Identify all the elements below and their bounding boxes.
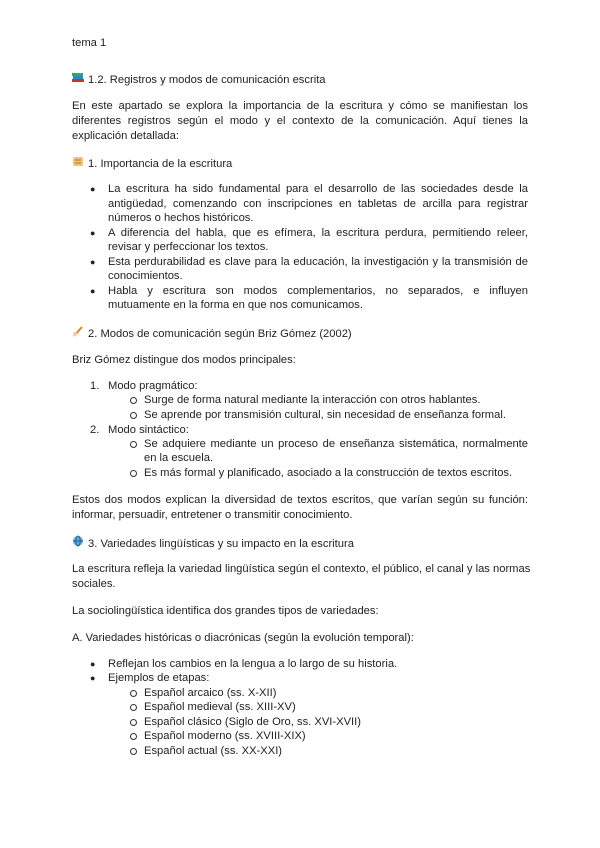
section-2-closing-line: Estos dos modos explican la diversidad de textos escritos, que varían según su función: (72, 494, 528, 506)
section-3-subheading: A. Variedades históricas o diacrónicas (según la evolución temporal): (72, 632, 414, 644)
section-3-title: 3. Variedades lingüísticas y su impacto en la escritura (88, 538, 354, 550)
s1-bullet-4-line: mutuamente en la forma en que nos comunicamos. (108, 299, 363, 311)
section-2-lead: Briz Gómez distingue dos modos principales: (72, 354, 296, 366)
section-3-p1-line: La escritura refleja la variedad lingüística según el contexto, el público, el canal y las normas (72, 563, 531, 575)
sub-item: Se aprende por transmisión cultural, sin necesidad de enseñanza formal. (144, 409, 506, 421)
circle-bullet (130, 690, 137, 697)
circle-bullet (130, 441, 137, 448)
list-number: 2. (90, 424, 100, 436)
document-title-line (72, 72, 326, 87)
stage-item: Español moderno (ss. XVIII-XIX) (144, 730, 306, 742)
s3-bullet: Reflejan los cambios en la lengua a lo largo de su historia. (108, 658, 398, 670)
document-title: 1.2. Registros y modos de comunicación escrita (88, 74, 326, 86)
s1-bullet-2-line: revisar y perfeccionar los textos. (108, 241, 269, 253)
intro-line: diferentes registros según el modo y el contexto de la comunicación. Aquí tienes la (72, 115, 528, 127)
stage-item: Español actual (ss. XX-XXI) (144, 745, 283, 757)
bullet-dot: ● (90, 228, 96, 238)
circle-bullet (130, 397, 137, 404)
stage-item: Español clásico (Siglo de Oro, ss. XVI-XVII) (144, 716, 361, 728)
circle-bullet (130, 733, 137, 740)
section-2-title: 2. Modos de comunicación según Briz Gómez (2002) (88, 328, 352, 340)
page-header: tema 1 (72, 37, 107, 49)
s3-bullet: Ejemplos de etapas: (108, 672, 210, 684)
s1-bullet-1-line: La escritura ha sido fundamental para el desarrollo de las sociedades desde la (108, 183, 528, 195)
stage-item: Español arcaico (ss. X-XII) (144, 687, 277, 699)
sub-item: Se adquiere mediante un proceso de enseñanza sistemática, normalmente (144, 438, 528, 450)
section-3-p1-line: sociales. (72, 578, 116, 590)
mode-sintactico-label: Modo sintáctico: (108, 424, 189, 436)
bullet-dot: ● (90, 659, 96, 669)
sub-item: Es más formal y planificado, asociado a la construcción de textos escritos. (144, 467, 513, 479)
intro-line: En este apartado se explora la importancia de la escritura y cómo se manifiestan los (72, 100, 528, 112)
circle-bullet (130, 748, 137, 755)
section-2-heading (72, 326, 352, 341)
writing-hand-icon (72, 326, 85, 341)
circle-bullet (130, 704, 137, 711)
section-2-closing-line: informar, persuadir, entretener o transmitir conocimiento. (72, 509, 353, 521)
section-1-heading (72, 156, 232, 171)
bullet-dot: ● (90, 673, 96, 683)
intro-line: explicación detallada: (72, 130, 179, 142)
books-icon (72, 72, 85, 87)
mode-pragmatico-label: Modo pragmático: (108, 380, 198, 392)
s1-bullet-1-line: números o hechos históricos. (108, 212, 254, 224)
bullet-dot: ● (90, 257, 96, 267)
circle-bullet (130, 412, 137, 419)
s1-bullet-1-line: antigüedad, comenzando con inscripciones en tabletas de arcilla para registrar (108, 198, 528, 210)
section-1-title: 1. Importancia de la escritura (88, 158, 233, 170)
list-number: 1. (90, 380, 100, 392)
stage-item: Español medieval (ss. XIII-XV) (144, 701, 296, 713)
sub-item: en la escuela. (144, 452, 214, 464)
section-3-heading (72, 535, 354, 551)
s1-bullet-3-line: conocimientos. (108, 270, 183, 282)
s1-bullet-4-line: Habla y escritura son modos complementarios, no separados, e influyen (108, 285, 528, 297)
globe-icon (72, 535, 85, 551)
section-3-p2: La sociolingüística identifica dos grandes tipos de variedades: (72, 605, 379, 617)
scroll-icon (72, 156, 85, 171)
s1-bullet-3-line: Esta perdurabilidad es clave para la educación, la investigación y la transmisión de (108, 256, 528, 268)
circle-bullet (130, 470, 137, 477)
bullet-dot: ● (90, 184, 96, 194)
circle-bullet (130, 719, 137, 726)
bullet-dot: ● (90, 286, 96, 296)
s1-bullet-2-line: A diferencia del habla, que es efímera, la escritura perdura, permitiendo releer, (108, 227, 528, 239)
sub-item: Surge de forma natural mediante la interacción con otros hablantes. (144, 394, 481, 406)
